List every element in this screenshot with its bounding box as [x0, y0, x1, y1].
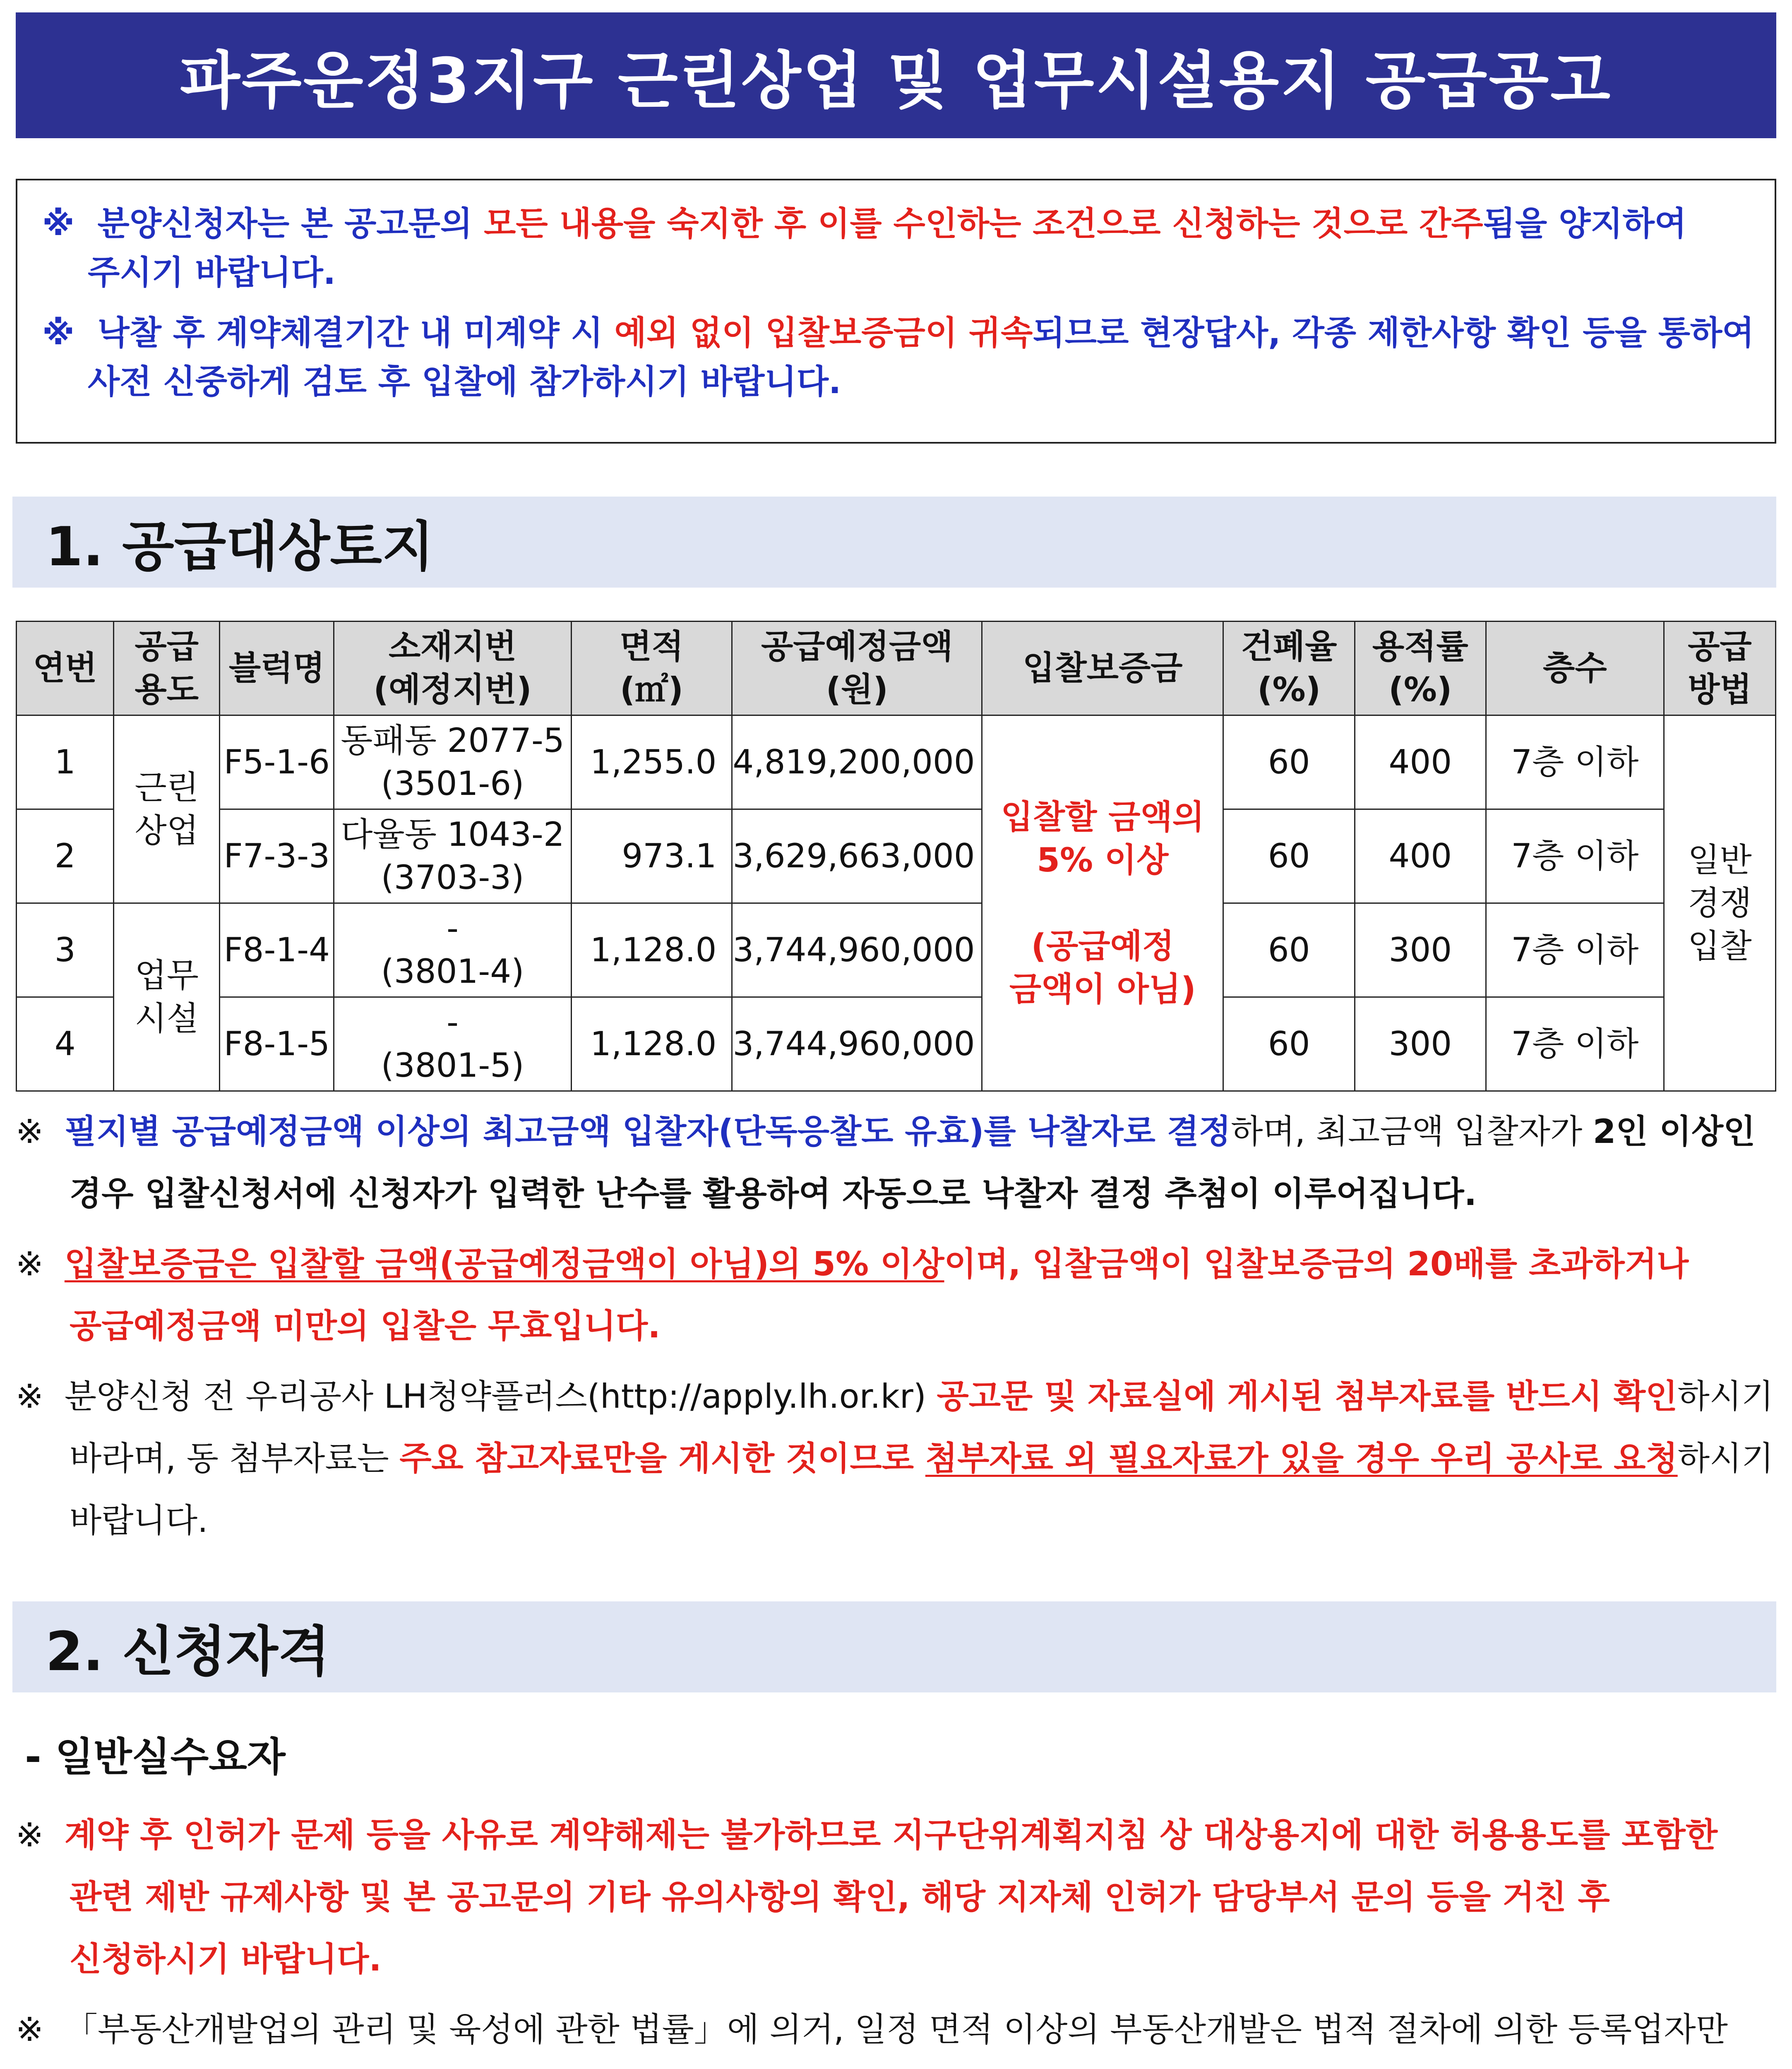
cell-floors: 7층 이하 — [1486, 715, 1664, 809]
cell-far: 300 — [1355, 903, 1486, 997]
notice-box — [16, 179, 1776, 444]
cell-block: F8-1-4 — [220, 903, 334, 997]
supply-land-table — [16, 621, 1776, 1092]
notice-paragraph-1 — [42, 199, 1758, 297]
cell-bcr: 60 — [1223, 715, 1355, 809]
cell-block: F7-3-3 — [220, 809, 334, 903]
cell-far: 400 — [1355, 809, 1486, 903]
eligibility-subtitle: - 일반실수요자 — [25, 1734, 286, 1780]
section-heading-eligibility: 2. 신청자격 — [12, 1601, 1776, 1692]
cell-price: 4,819,200,000 — [732, 715, 982, 809]
reference-mark: ※ — [42, 314, 74, 352]
header-floors: 층수 — [1486, 622, 1664, 715]
cell-bcr: 60 — [1223, 903, 1355, 997]
cell-guarantee: 입찰할 금액의 5% 이상 (공급예정 금액이 아님) — [982, 715, 1223, 1091]
reference-mark: ※ — [16, 1245, 44, 1283]
cell-location: - (3801-4) — [334, 903, 571, 997]
notice-highlight: 모든 내용을 숙지한 후 이를 수인하는 조건으로 신청하는 것으로 간주 — [484, 204, 1483, 243]
notice-highlight: 예외 없이 입찰보증금이 귀속 — [614, 314, 1033, 352]
header-bcr: 건폐율 (%) — [1223, 622, 1355, 715]
reference-mark: ※ — [16, 1816, 44, 1854]
table-row — [17, 809, 1776, 903]
table-row — [17, 715, 1776, 809]
note-permit-warning: ※ 계약 후 인허가 문제 등을 사유로 계약해제는 불가하므로 지구단위계획지침 상 대상용지에 대한 허용용도를 포함한 관련 제반 규제사항 및 본 공고문의 기타 유의사항의 확인, 해당 지자체 인허가 담당부서 문의 등을 거친 후 신청하시기 바랍니다. — [16, 1816, 1718, 1978]
table-row — [17, 997, 1776, 1091]
page-title: 파주운정3지구 근린상업 및 업무시설용지 공급공고 — [16, 12, 1776, 138]
cell-location: - (3801-5) — [334, 997, 571, 1091]
notice-text: 낙찰 후 계약체결기간 내 미계약 시 — [97, 314, 615, 352]
cell-floors: 7층 이하 — [1486, 903, 1664, 997]
cell-use-group: 근린 상업 — [114, 715, 220, 903]
notice-text: 됨을 양지하여 주시기 바랍니다. — [88, 204, 1687, 292]
cell-location: 동패동 2077-5 (3501-6) — [334, 715, 571, 809]
cell-floors: 7층 이하 — [1486, 809, 1664, 903]
header-block: 블럭명 — [220, 622, 334, 715]
header-method: 공급 방법 — [1664, 622, 1775, 715]
header-guarantee: 입찰보증금 — [982, 622, 1223, 715]
cell-block: F8-1-5 — [220, 997, 334, 1091]
cell-no: 4 — [17, 997, 114, 1091]
cell-bcr: 60 — [1223, 997, 1355, 1091]
cell-area: 1,128.0 — [571, 903, 732, 997]
table-header-row — [17, 622, 1776, 715]
cell-no: 2 — [17, 809, 114, 903]
cell-far: 400 — [1355, 715, 1486, 809]
note-bid-guarantee: ※ 입찰보증금은 입찰할 금액(공급예정금액이 아님)의 5% 이상이며, 입찰금액이 입찰보증금의 20배를 초과하거나 공급예정금액 미만의 입찰은 무효입니다. — [16, 1245, 1689, 1345]
header-area: 면적 (㎡) — [571, 622, 732, 715]
cell-no: 3 — [17, 903, 114, 997]
header-location: 소재지번 (예정지번) — [334, 622, 571, 715]
cell-bcr: 60 — [1223, 809, 1355, 903]
cell-price: 3,744,960,000 — [732, 997, 982, 1091]
cell-far: 300 — [1355, 997, 1486, 1091]
cell-block: F5-1-6 — [220, 715, 334, 809]
cell-area: 1,255.0 — [571, 715, 732, 809]
reference-mark: ※ — [16, 1377, 44, 1416]
cell-location: 다율동 1043-2 (3703-3) — [334, 809, 571, 903]
header-price: 공급예정금액 (원) — [732, 622, 982, 715]
note-winner-decision: ※ 필지별 공급예정금액 이상의 최고금액 입찰자(단독응찰도 유효)를 낙찰자로 결정하며, 최고금액 입찰자가 2인 이상인 경우 입찰신청서에 신청자가 입력한 난수를 활용하여 자동으로 낙찰자 결정 추첨이 이루어집니다. — [16, 1112, 1756, 1213]
cell-area: 973.1 — [571, 809, 732, 903]
section-heading-supply-land: 1. 공급대상토지 — [12, 497, 1776, 588]
cell-price: 3,744,960,000 — [732, 903, 982, 997]
note-attachments: ※ 분양신청 전 우리공사 LH청약플러스(http://apply.lh.or.kr) 공고문 및 자료실에 게시된 첨부자료를 반드시 확인하시기 바라며, 동 첨부자료는 주요 참고자료만을 게시한 것이므로 첨부자료 외 필요자료가 있을 경우 우리 공사로 요청하시기 바랍니다. — [16, 1377, 1774, 1540]
cell-no: 1 — [17, 715, 114, 809]
cell-area: 1,128.0 — [571, 997, 732, 1091]
reference-mark: ※ — [16, 2010, 44, 2049]
notice-text: 분양신청자는 본 공고문의 — [97, 204, 484, 243]
header-use: 공급 용도 — [114, 622, 220, 715]
note-development-law: ※ 「부동산개발업의 관리 및 육성에 관한 법률」에 의거, 일정 면적 이상의 부동산개발은 법적 절차에 의한 등록업자만 — [16, 2010, 1728, 2049]
cell-floors: 7층 이하 — [1486, 997, 1664, 1091]
header-far: 용적률 (%) — [1355, 622, 1486, 715]
header-no: 연번 — [17, 622, 114, 715]
reference-mark: ※ — [16, 1112, 44, 1151]
notice-paragraph-2 — [42, 309, 1758, 406]
reference-mark: ※ — [42, 204, 74, 243]
table-row — [17, 903, 1776, 997]
cell-price: 3,629,663,000 — [732, 809, 982, 903]
cell-use-group: 업무 시설 — [114, 903, 220, 1091]
notice-text: 되므로 현장답사, 각종 제한사항 확인 등을 통하여 사전 신중하게 검토 후 입찰에 참가하시기 바랍니다. — [88, 314, 1754, 401]
cell-method: 일반 경쟁 입찰 — [1664, 715, 1775, 1091]
